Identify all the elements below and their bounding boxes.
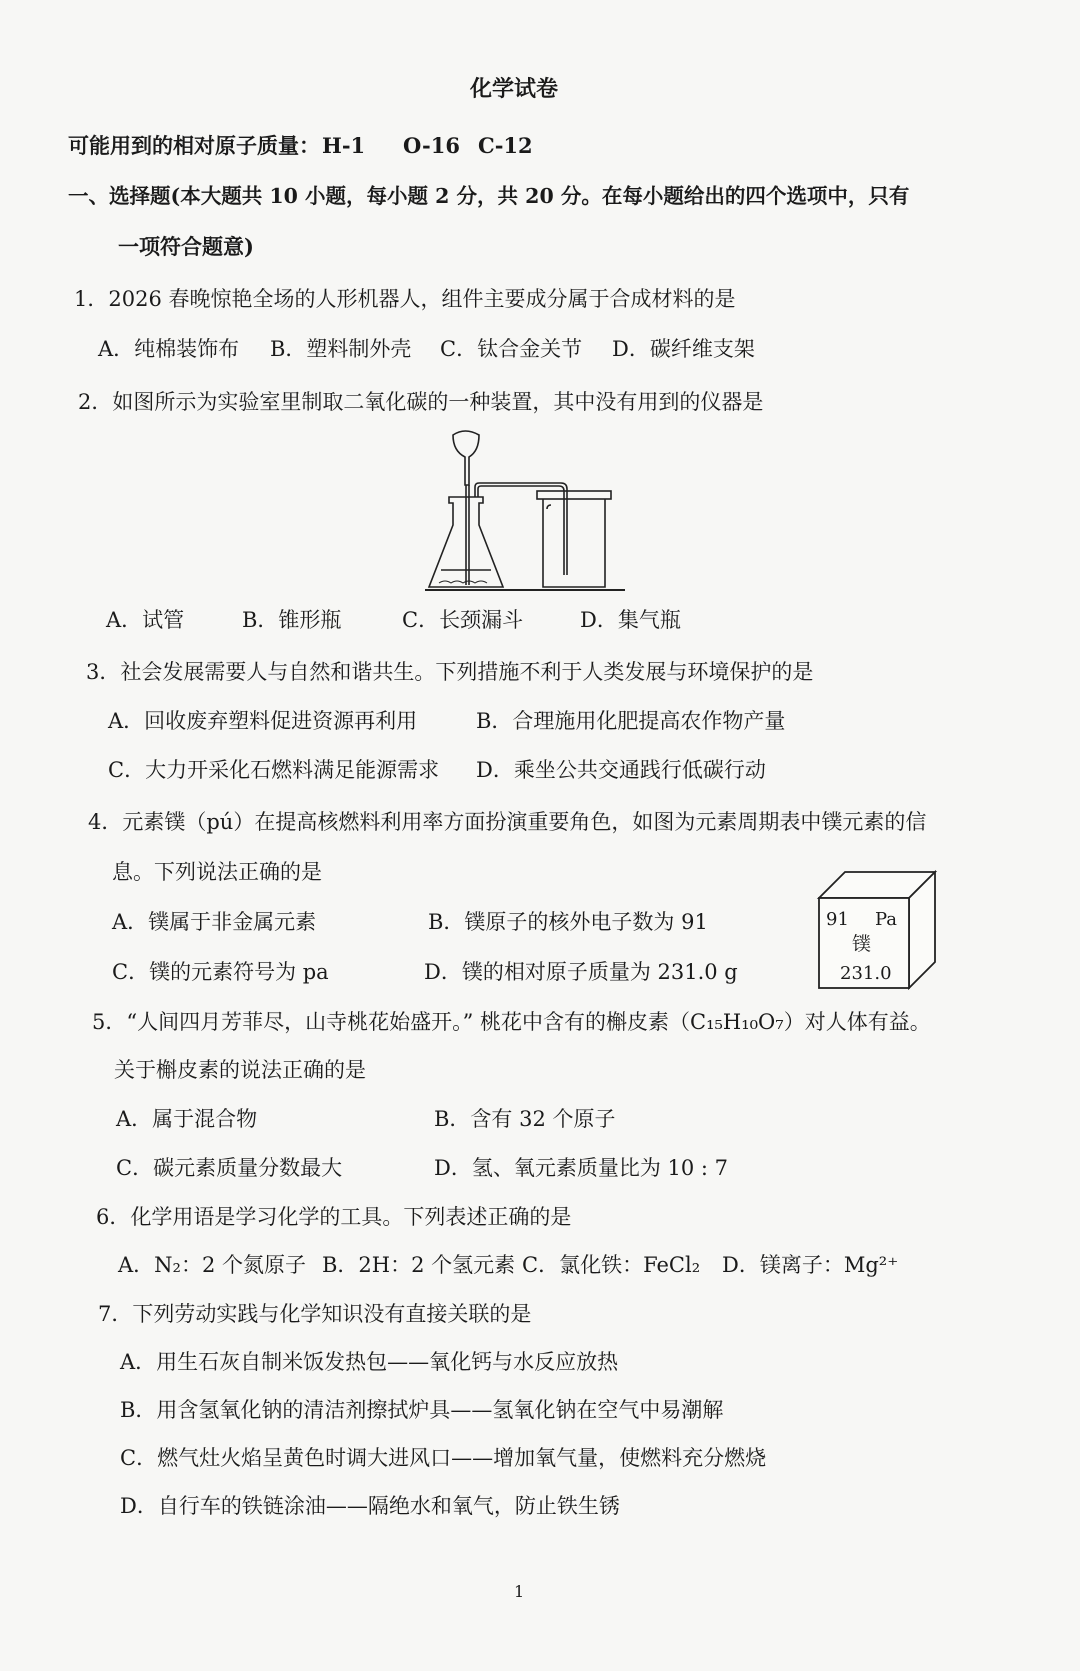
element-atomic-number: 91 [826, 909, 849, 930]
question-2-option-c: C．长颈漏斗 [402, 608, 524, 632]
question-6-option-a: A．N₂：2 个氮原子 [118, 1253, 306, 1277]
question-5-option-c: C．碳元素质量分数最大 [116, 1156, 343, 1180]
question-3-option-c: C．大力开采化石燃料满足能源需求 [108, 758, 440, 782]
question-6-option-d: D．镁离子：Mg²⁺ [722, 1253, 899, 1277]
question-5-option-d: D．氢、氧元素质量比为 10 : 7 [434, 1156, 729, 1180]
question-5-stem-cont: 关于槲皮素的说法正确的是 [114, 1058, 366, 1082]
atomic-mass-c: C-12 [478, 133, 533, 158]
question-7-option-d: D．自行车的铁链涂油——隔绝水和氧气，防止铁生锈 [120, 1494, 620, 1518]
question-6-option-c: C．氯化铁：FeCl₂ [522, 1253, 701, 1277]
element-symbol: Pa [875, 909, 898, 930]
co2-apparatus-diagram [425, 425, 625, 595]
question-7-stem: 7．下列劳动实践与化学知识没有直接关联的是 [98, 1302, 532, 1326]
atomic-mass-h: H-1 [322, 133, 366, 158]
question-2-option-a: A．试管 [106, 608, 185, 632]
question-1-stem: 1．2026 春晚惊艳全场的人形机器人，组件主要成分属于合成材料的是 [74, 287, 736, 311]
question-5-stem: 5．“人间四月芳菲尽，山寺桃花始盛开。” 桃花中含有的槲皮素（C₁₅H₁₀O₇）对人体有益。 [92, 1010, 931, 1034]
atomic-mass-o: O-16 [403, 133, 461, 158]
question-6-stem: 6．化学用语是学习化学的工具。下列表述正确的是 [96, 1205, 572, 1229]
question-1-option-a: A．纯棉装饰布 [98, 337, 240, 361]
question-3-option-b: B．合理施用化肥提高农作物产量 [476, 709, 786, 733]
atomic-mass-label: 可能用到的相对原子质量： [68, 133, 320, 158]
question-4-stem-cont: 息。下列说法正确的是 [112, 860, 322, 884]
question-5-option-a: A．属于混合物 [116, 1107, 258, 1131]
question-4-option-a: A．镤属于非金属元素 [112, 910, 317, 934]
question-1-option-b: B．塑料制外壳 [270, 337, 412, 361]
question-4-option-d: D．镤的相对原子质量为 231.0 g [424, 960, 738, 984]
element-atomic-mass: 231.0 [840, 963, 892, 984]
question-7-option-a: A．用生石灰自制米饭发热包——氧化钙与水反应放热 [120, 1350, 619, 1374]
question-3-option-a: A．回收废弃塑料促进资源再利用 [108, 709, 418, 733]
question-7-option-b: B．用含氢氧化钠的清洁剂擦拭炉具——氢氧化钠在空气中易潮解 [120, 1398, 724, 1422]
question-2-stem: 2．如图所示为实验室里制取二氧化碳的一种装置，其中没有用到的仪器是 [78, 390, 764, 414]
element-name: 镤 [852, 933, 872, 955]
question-4-option-c: C．镤的元素符号为 pa [112, 960, 329, 984]
question-3-option-d: D．乘坐公共交通践行低碳行动 [476, 758, 766, 782]
section-heading-cont: 一项符合题意) [118, 234, 254, 259]
page-number: 1 [514, 1582, 525, 1601]
question-1-option-d: D．碳纤维支架 [612, 337, 755, 361]
question-1-option-c: C．钛合金关节 [440, 337, 583, 361]
question-4-option-b: B．镤原子的核外电子数为 91 [428, 910, 708, 934]
question-2-option-b: B．锥形瓶 [242, 608, 342, 632]
question-4-stem: 4．元素镤（pú）在提高核燃料利用率方面扮演重要角色，如图为元素周期表中镤元素的信 [88, 810, 927, 834]
question-2-option-d: D．集气瓶 [580, 608, 681, 632]
question-5-option-b: B．含有 32 个原子 [434, 1107, 616, 1131]
question-3-stem: 3．社会发展需要人与自然和谐共生。下列措施不利于人类发展与环境保护的是 [86, 660, 814, 684]
question-6-option-b: B．2H：2 个氢元素 [322, 1253, 516, 1277]
page-title: 化学试卷 [470, 76, 559, 102]
section-heading: 一、选择题(本大题共 10 小题，每小题 2 分，共 20 分。在每小题给出的四个选项中，只有 [68, 184, 910, 208]
question-7-option-c: C．燃气灶火焰呈黄色时调大进风口——增加氧气量，使燃料充分燃烧 [120, 1446, 767, 1470]
